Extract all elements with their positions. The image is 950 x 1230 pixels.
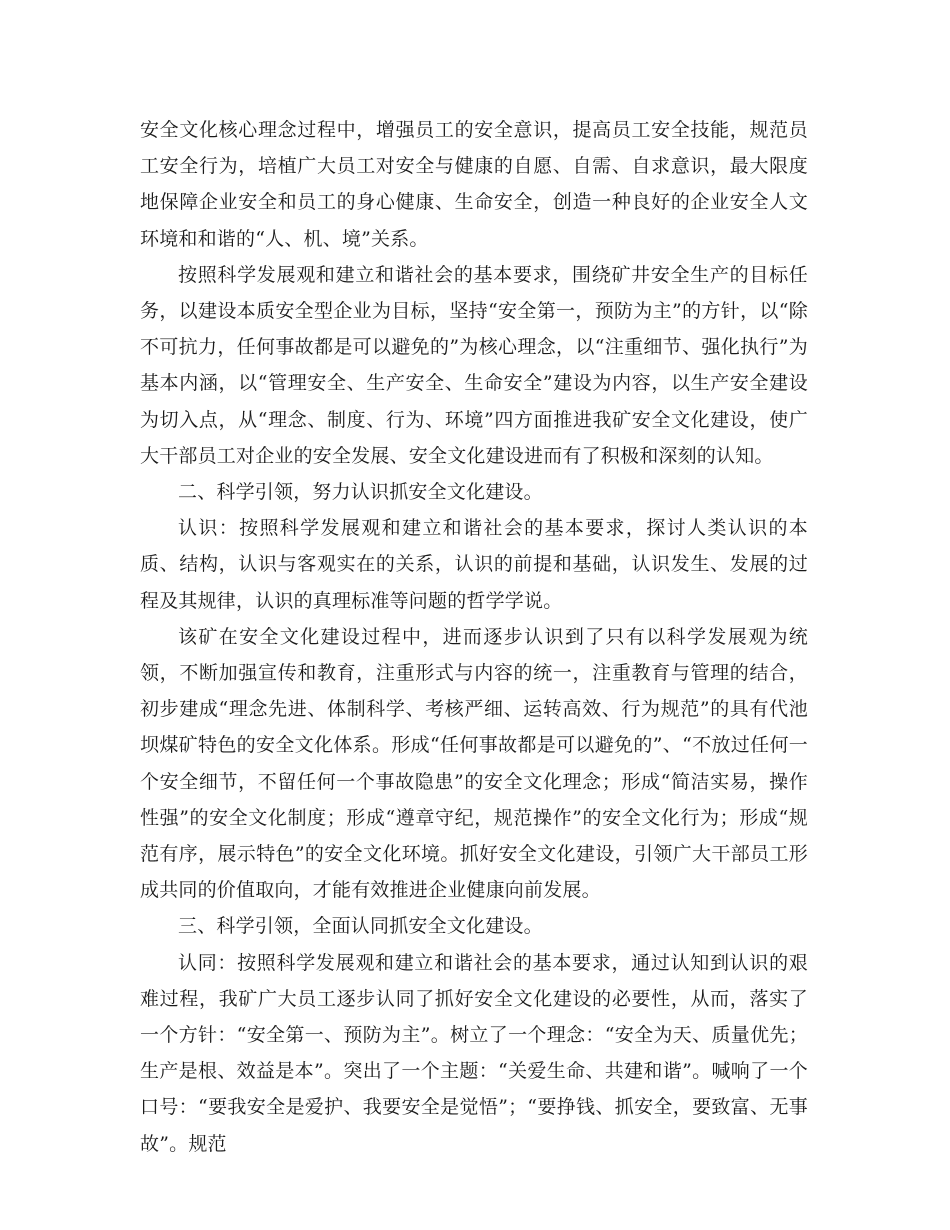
- paragraph-safety-culture-system: 该矿在安全文化建设过程中，进而逐步认识到了只有以科学发展观为统领，不断加强宣传和教育，注重形式与内容的统一，注重教育与管理的结合，初步建成“理念先进、体制科学、考核严细、运转高效、行为规范”的具有代池坝煤矿特色的安全文化体系。形成“任何事故都是可以避免的”、“不放过任何一个安全细节，不留任何一个事故隐患”的安全文化理念；形成“简洁实易，操作性强”的安全文化制度；形成“遵章守纪，规范操作”的安全文化行为；形成“规范有序，展示特色”的安全文化环境。抓好安全文化建设，引领广大干部员工形成共同的价值取向，才能有效推进企业健康向前发展。: [140, 625, 808, 902]
- document-body: [140, 112, 808, 1162]
- paragraph-development-goal: 按照科学发展观和建立和谐社会的基本要求，围绕矿井安全生产的目标任务，以建设本质安全型企业为目标，坚持“安全第一，预防为主”的方针，以“除不可抗力，任何事故都是可以避免的”为核心理念，以“注重细节、强化执行”为基本内涵，以“管理安全、生产安全、生命安全”建设为内容，以生产安全建设为切入点，从“理念、制度、行为、环境”四方面推进我矿安全文化建设，使广大干部员工对企业的安全发展、安全文化建设进而有了积极和深刻的认知。: [140, 263, 808, 467]
- section-heading-recognition: 二、科学引领，努力认识抓安全文化建设。: [178, 481, 543, 504]
- section-heading-identification: 三、科学引领，全面认同抓安全文化建设。: [178, 915, 543, 938]
- paragraph-identification-definition: 认同：按照科学发展观和建立和谐社会的基本要求，通过认知到认识的艰难过程，我矿广大员工逐步认同了抓好安全文化建设的必要性，从而，落实了一个方针：“安全第一、预防为主”。树立了一个理念：“安全为天、质量优先；生产是根、效益是本”。突出了一个主题：“关爱生命、共建和谐”。喊响了一个口号：“要我安全是爱护、我要安全是觉悟”；“要挣钱、抓安全，要致富、无事故”。规范: [140, 951, 808, 1155]
- paragraph-continuation: 安全文化核心理念过程中，增强员工的安全意识，提高员工安全技能，规范员工安全行为，培植广大员工对安全与健康的自愿、自需、自求意识，最大限度地保障企业安全和员工的身心健康、生命安全，创造一种良好的企业安全人文环境和和谐的“人、机、境”关系。: [140, 119, 808, 250]
- paragraph-recognition-definition: 认识：按照科学发展观和建立和谐社会的基本要求，探讨人类认识的本质、结构，认识与客观实在的关系，认识的前提和基础，认识发生、发展的过程及其规律，认识的真理标准等问题的哲学学说。: [140, 517, 808, 612]
